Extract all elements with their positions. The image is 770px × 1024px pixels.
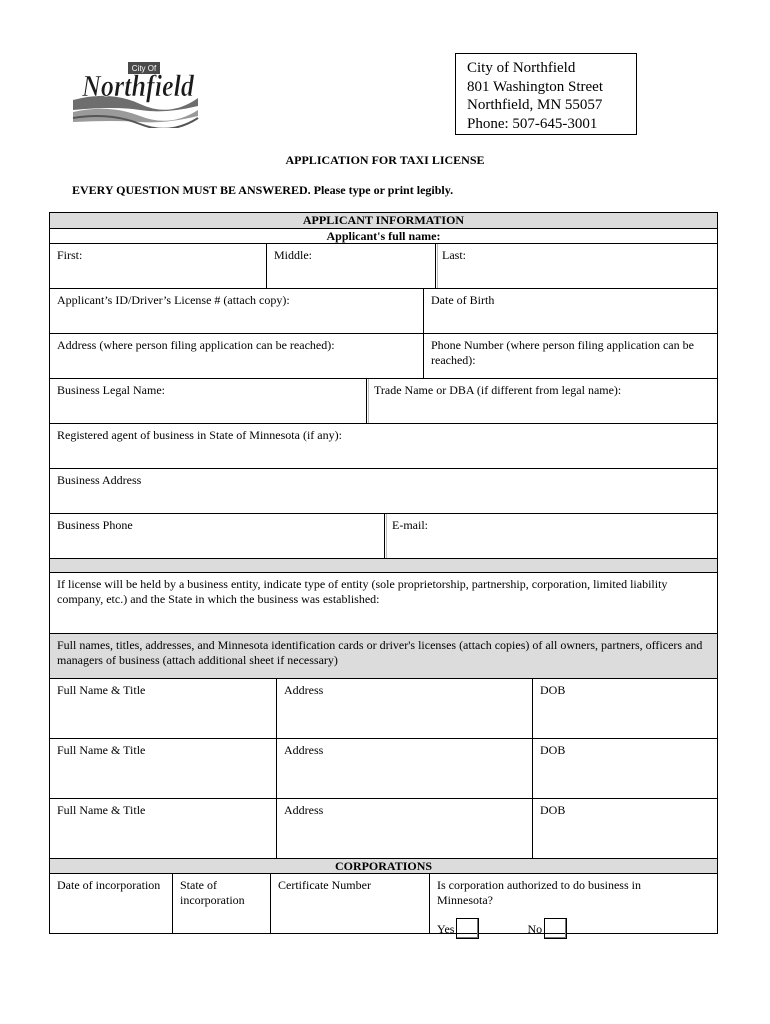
license-number-field[interactable] [50,289,423,333]
owner-address-label: Address [284,683,324,697]
incorporation-date-field[interactable] [50,874,172,933]
business-address-field[interactable] [50,469,717,513]
middle-name-field[interactable] [267,244,435,288]
applicant-address-field[interactable] [50,334,423,378]
business-phone-row [49,514,718,559]
address-line: 801 Washington Street [467,78,604,95]
date-of-birth-field[interactable] [424,289,717,333]
business-legal-name-label: Business Legal Name: [57,383,165,397]
entity-type-label: If license will be held by a business entity, indicate type of entity (sole proprietorship, partnership, corporation, limited liability company, etc.) and the State in which the business was established: [57,577,668,606]
authorized-label: Is corporation authorized to do business in Minnesota? [437,878,641,907]
owner-name-label: Full Name & Title [57,803,146,817]
email-field[interactable] [385,514,717,558]
corporations-section-header [49,859,718,874]
owner-address-field[interactable] [277,679,532,738]
license-number-label: Applicant’s ID/Driver’s License # (attach copy): [57,293,290,307]
full-name-label: Applicant's full name: [326,229,441,243]
address-row [49,334,718,379]
middle-name-label: Middle: [274,248,312,262]
application-form [49,212,718,934]
owner-dob-label: DOB [540,683,566,697]
certificate-number-label: Certificate Number [278,878,371,892]
phone-number-field[interactable] [424,334,717,378]
logo-name: Northfield [81,68,195,103]
section-title: CORPORATIONS [334,859,433,873]
address-line: City of Northfield [467,60,576,76]
owner-dob-field[interactable] [533,739,717,798]
phone-number-label: Phone Number (where person filing application can be reached): [431,338,694,367]
registered-agent-field[interactable] [50,424,717,468]
owner-row [49,739,718,799]
business-address-row [49,469,718,514]
authorized-question [430,874,717,936]
owner-dob-label: DOB [540,743,566,757]
owner-name-field[interactable] [50,679,276,738]
address-line: Northfield, MN 55057 [467,97,603,113]
trade-name-label: Trade Name or DBA (if different from legal name): [374,383,622,397]
registered-agent-label: Registered agent of business in State of Minnesota (if any): [57,428,342,442]
owner-address-label: Address [284,743,324,757]
incorporation-state-field[interactable] [173,874,270,933]
owner-row [49,799,718,859]
first-name-field[interactable] [50,244,266,288]
first-name-label: First: [57,248,83,262]
business-address-label: Business Address [57,473,142,487]
name-row [49,244,718,289]
authorized-options [437,918,677,939]
section-title: APPLICANT INFORMATION [302,213,465,227]
entity-type-field[interactable] [50,573,717,633]
business-legal-name-field[interactable] [50,379,366,423]
full-name-heading [49,229,718,244]
business-phone-field[interactable] [50,514,384,558]
owner-address-label: Address [284,803,324,817]
owner-address-field[interactable] [277,739,532,798]
business-phone-label: Business Phone [57,518,133,532]
owner-address-field[interactable] [277,799,532,858]
no-label: No [527,922,543,936]
instructions: EVERY QUESTION MUST BE ANSWERED. Please type or print legibly. [72,183,454,197]
trade-name-field[interactable] [367,379,717,423]
owners-instructions-row [49,634,718,679]
entity-row [49,573,718,634]
city-address-box [455,53,637,135]
incorporation-state-label: State of incorporation [180,878,245,907]
owners-instructions-text: Full names, titles, addresses, and Minnesota identification cards or driver's licenses (attach copies) of all owners, partners, officers and managers of business (attach additional sheet if necessary) [57,638,703,667]
yes-label: Yes [437,922,455,936]
owner-name-field[interactable] [50,739,276,798]
registered-agent-row [49,424,718,469]
corporation-row [49,874,718,934]
last-name-label: Last: [442,248,466,262]
owner-row [49,679,718,739]
owner-dob-field[interactable] [533,799,717,858]
owner-name-field[interactable] [50,799,276,858]
certificate-number-field[interactable] [271,874,429,933]
address-line: Phone: 507-645-3001 [467,115,598,132]
logo-small-text: City Of [131,64,157,73]
applicant-address-label: Address (where person filing application can be reached): [57,338,335,352]
date-of-birth-label: Date of Birth [431,293,495,307]
page-title: APPLICATION FOR TAXI LICENSE [285,153,485,167]
owner-name-label: Full Name & Title [57,743,146,757]
northfield-logo [70,60,200,128]
no-checkbox[interactable] [544,918,567,939]
section-spacer [49,559,718,573]
id-row [49,289,718,334]
yes-checkbox[interactable] [456,918,479,939]
business-name-row [49,379,718,424]
applicant-section-header [49,212,718,229]
owners-instructions [50,634,717,678]
owner-dob-field[interactable] [533,679,717,738]
owner-dob-label: DOB [540,803,566,817]
email-label: E-mail: [392,518,428,532]
last-name-field[interactable] [436,244,717,288]
incorporation-date-label: Date of incorporation [57,878,161,892]
owner-name-label: Full Name & Title [57,683,146,697]
